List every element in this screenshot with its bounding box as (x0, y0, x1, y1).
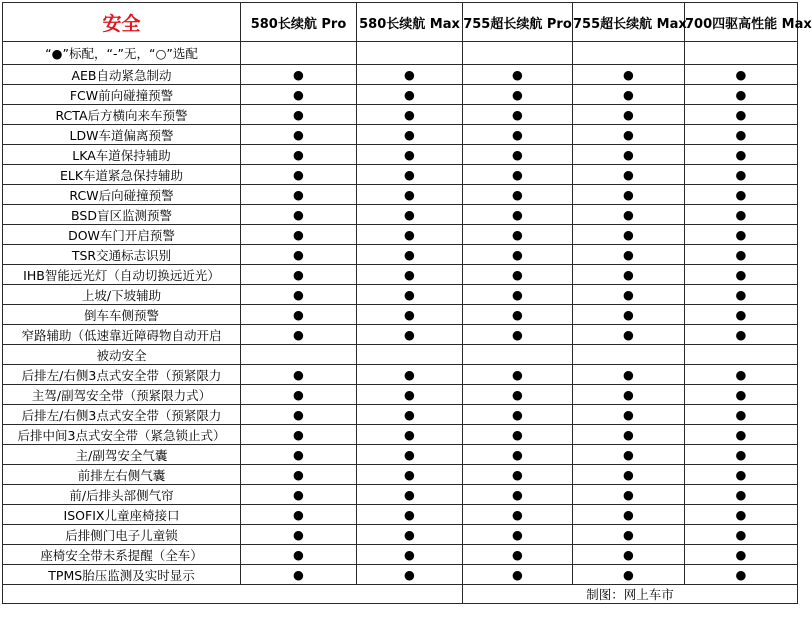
feature-label: 主/副驾安全气囊 (3, 445, 241, 465)
availability-mark: ● (241, 385, 357, 405)
availability-mark: ● (357, 565, 463, 585)
availability-mark: ● (357, 385, 463, 405)
availability-mark: ● (463, 65, 573, 85)
availability-mark: ● (573, 525, 685, 545)
availability-mark: ● (685, 85, 798, 105)
legend-row (3, 42, 798, 65)
availability-mark: ● (573, 165, 685, 185)
availability-mark: ● (573, 425, 685, 445)
availability-mark: ● (463, 145, 573, 165)
availability-mark: ● (573, 385, 685, 405)
column-header-755-max: 755超长续航 Max (573, 3, 685, 42)
header-row (3, 3, 798, 42)
feature-row (3, 85, 798, 105)
availability-mark: ● (241, 125, 357, 145)
availability-mark: ● (357, 125, 463, 145)
feature-label: 主驾/副驾安全带（预紧限力式） (3, 385, 241, 405)
availability-mark: ● (685, 405, 798, 425)
availability-mark: ● (357, 65, 463, 85)
availability-mark: ● (241, 545, 357, 565)
availability-mark: ● (463, 485, 573, 505)
feature-row (3, 305, 798, 325)
availability-mark (357, 345, 463, 365)
availability-mark: ● (685, 105, 798, 125)
feature-row (3, 405, 798, 425)
availability-mark: ● (463, 225, 573, 245)
availability-mark: ● (241, 165, 357, 185)
availability-mark: ● (357, 205, 463, 225)
feature-row (3, 425, 798, 445)
availability-mark: ● (463, 165, 573, 185)
availability-mark: ● (685, 525, 798, 545)
feature-label: RCW后向碰撞预警 (3, 185, 241, 205)
availability-mark: ● (463, 285, 573, 305)
availability-mark: ● (463, 185, 573, 205)
availability-mark: ● (573, 545, 685, 565)
availability-mark: ● (685, 385, 798, 405)
feature-row (3, 525, 798, 545)
availability-mark: ● (463, 525, 573, 545)
availability-mark: ● (241, 225, 357, 245)
feature-label: 倒车车侧预警 (3, 305, 241, 325)
availability-mark: ● (573, 305, 685, 325)
availability-mark: ● (573, 225, 685, 245)
availability-mark: ● (685, 565, 798, 585)
availability-mark: ● (685, 225, 798, 245)
availability-mark: ● (357, 405, 463, 425)
availability-mark: ● (573, 505, 685, 525)
feature-row (3, 145, 798, 165)
feature-row (3, 185, 798, 205)
availability-mark: ● (241, 285, 357, 305)
feature-row (3, 125, 798, 145)
column-header-580-pro: 580长续航 Pro (241, 3, 357, 42)
availability-mark: ● (357, 545, 463, 565)
feature-row (3, 505, 798, 525)
availability-mark: ● (241, 305, 357, 325)
availability-mark: ● (241, 525, 357, 545)
feature-row (3, 225, 798, 245)
feature-label: RCTA后方横向来车预警 (3, 105, 241, 125)
availability-mark: ● (463, 545, 573, 565)
availability-mark: ● (357, 425, 463, 445)
availability-mark: ● (573, 65, 685, 85)
column-header-700-max: 700四驱高性能 Max (685, 3, 798, 42)
availability-mark: ● (241, 465, 357, 485)
feature-row (3, 205, 798, 225)
availability-mark: ● (685, 185, 798, 205)
feature-row (3, 165, 798, 185)
caption-row (3, 585, 798, 604)
availability-mark: ● (573, 145, 685, 165)
feature-label: 被动安全 (3, 345, 241, 365)
availability-mark: ● (685, 265, 798, 285)
availability-mark: ● (463, 405, 573, 425)
availability-mark: ● (241, 485, 357, 505)
availability-mark: ● (357, 105, 463, 125)
availability-mark: ● (573, 265, 685, 285)
column-header-755-pro: 755超长续航 Pro (463, 3, 573, 42)
availability-mark: ● (463, 325, 573, 345)
availability-mark: ● (463, 425, 573, 445)
feature-row (3, 465, 798, 485)
availability-mark: ● (241, 365, 357, 385)
availability-mark: ● (357, 505, 463, 525)
availability-mark: ● (463, 125, 573, 145)
feature-label: 后排左/右侧3点式安全带（预紧限力 (3, 405, 241, 425)
availability-mark: ● (357, 265, 463, 285)
feature-label: 窄路辅助（低速靠近障碍物自动开启 (3, 325, 241, 345)
availability-mark: ● (573, 565, 685, 585)
availability-mark: ● (685, 285, 798, 305)
availability-mark: ● (357, 285, 463, 305)
availability-mark: ● (463, 105, 573, 125)
feature-label: 后排侧门电子儿童锁 (3, 525, 241, 545)
availability-mark: ● (357, 325, 463, 345)
feature-row (3, 285, 798, 305)
legend-text: “●”标配，“-”无，“○”选配 (3, 42, 241, 65)
feature-label: 前排左右侧气囊 (3, 465, 241, 485)
availability-mark: ● (685, 325, 798, 345)
availability-mark: ● (573, 325, 685, 345)
availability-mark: ● (573, 105, 685, 125)
availability-mark: ● (685, 145, 798, 165)
availability-mark: ● (241, 425, 357, 445)
availability-mark: ● (685, 485, 798, 505)
feature-row (3, 105, 798, 125)
availability-mark: ● (357, 305, 463, 325)
availability-mark: ● (357, 465, 463, 485)
availability-mark: ● (241, 265, 357, 285)
availability-mark: ● (573, 485, 685, 505)
availability-mark: ● (573, 365, 685, 385)
feature-label: 座椅安全带未系提醒（全车） (3, 545, 241, 565)
availability-mark: ● (357, 165, 463, 185)
feature-label: ELK车道紧急保持辅助 (3, 165, 241, 185)
availability-mark (463, 345, 573, 365)
availability-mark: ● (573, 245, 685, 265)
feature-label: 后排左/右侧3点式安全带（预紧限力 (3, 365, 241, 385)
availability-mark: ● (685, 425, 798, 445)
feature-label: DOW车门开启预警 (3, 225, 241, 245)
feature-row (3, 565, 798, 585)
availability-mark: ● (573, 205, 685, 225)
feature-row (3, 65, 798, 85)
availability-mark: ● (357, 445, 463, 465)
availability-mark: ● (573, 125, 685, 145)
feature-label: LKA车道保持辅助 (3, 145, 241, 165)
availability-mark: ● (573, 445, 685, 465)
availability-mark: ● (463, 205, 573, 225)
section-title: 安全 (3, 3, 241, 42)
feature-label: IHB智能远光灯（自动切换远近光） (3, 265, 241, 285)
availability-mark: ● (241, 445, 357, 465)
availability-mark: ● (573, 85, 685, 105)
feature-row (3, 265, 798, 285)
availability-mark: ● (241, 245, 357, 265)
availability-mark: ● (463, 305, 573, 325)
availability-mark: ● (685, 545, 798, 565)
feature-row (3, 325, 798, 345)
availability-mark (241, 345, 357, 365)
availability-mark: ● (463, 385, 573, 405)
availability-mark: ● (241, 565, 357, 585)
feature-label: BSD盲区监测预警 (3, 205, 241, 225)
spec-table-body (3, 3, 812, 604)
availability-mark: ● (357, 525, 463, 545)
availability-mark: ● (463, 265, 573, 285)
availability-mark: ● (357, 145, 463, 165)
feature-label: 后排中间3点式安全带（紧急锁止式） (3, 425, 241, 445)
availability-mark: ● (463, 445, 573, 465)
availability-mark: ● (241, 145, 357, 165)
availability-mark: ● (685, 205, 798, 225)
availability-mark: ● (357, 485, 463, 505)
availability-mark: ● (241, 325, 357, 345)
availability-mark: ● (357, 245, 463, 265)
feature-label: TSR交通标志识别 (3, 245, 241, 265)
feature-row (3, 345, 798, 365)
availability-mark: ● (357, 85, 463, 105)
availability-mark: ● (241, 185, 357, 205)
availability-mark: ● (573, 185, 685, 205)
availability-mark: ● (357, 225, 463, 245)
availability-mark: ● (241, 85, 357, 105)
feature-label: TPMS胎压监测及实时显示 (3, 565, 241, 585)
availability-mark: ● (463, 505, 573, 525)
availability-mark: ● (685, 305, 798, 325)
availability-mark: ● (573, 405, 685, 425)
availability-mark: ● (685, 445, 798, 465)
feature-row (3, 485, 798, 505)
feature-label: LDW车道偏离预警 (3, 125, 241, 145)
availability-mark (573, 345, 685, 365)
feature-row (3, 545, 798, 565)
feature-row (3, 445, 798, 465)
availability-mark: ● (685, 245, 798, 265)
availability-mark: ● (685, 125, 798, 145)
feature-row (3, 245, 798, 265)
feature-label: AEB自动紧急制动 (3, 65, 241, 85)
availability-mark: ● (241, 505, 357, 525)
availability-mark: ● (241, 65, 357, 85)
chart-credit: 制图：网上车市 (463, 585, 798, 604)
availability-mark: ● (573, 465, 685, 485)
column-header-580-max: 580长续航 Max (357, 3, 463, 42)
availability-mark: ● (241, 405, 357, 425)
availability-mark: ● (685, 365, 798, 385)
spec-table (2, 2, 812, 604)
feature-label: FCW前向碰撞预警 (3, 85, 241, 105)
availability-mark: ● (241, 205, 357, 225)
availability-mark: ● (685, 165, 798, 185)
availability-mark: ● (463, 565, 573, 585)
availability-mark: ● (685, 505, 798, 525)
availability-mark: ● (463, 465, 573, 485)
feature-label: ISOFIX儿童座椅接口 (3, 505, 241, 525)
availability-mark: ● (463, 365, 573, 385)
availability-mark: ● (573, 285, 685, 305)
feature-row (3, 385, 798, 405)
availability-mark: ● (463, 245, 573, 265)
feature-label: 上坡/下坡辅助 (3, 285, 241, 305)
availability-mark: ● (685, 65, 798, 85)
availability-mark (685, 345, 798, 365)
feature-row (3, 365, 798, 385)
availability-mark: ● (357, 185, 463, 205)
availability-mark: ● (685, 465, 798, 485)
feature-label: 前/后排头部侧气帘 (3, 485, 241, 505)
availability-mark: ● (463, 85, 573, 105)
availability-mark: ● (241, 105, 357, 125)
availability-mark: ● (357, 365, 463, 385)
